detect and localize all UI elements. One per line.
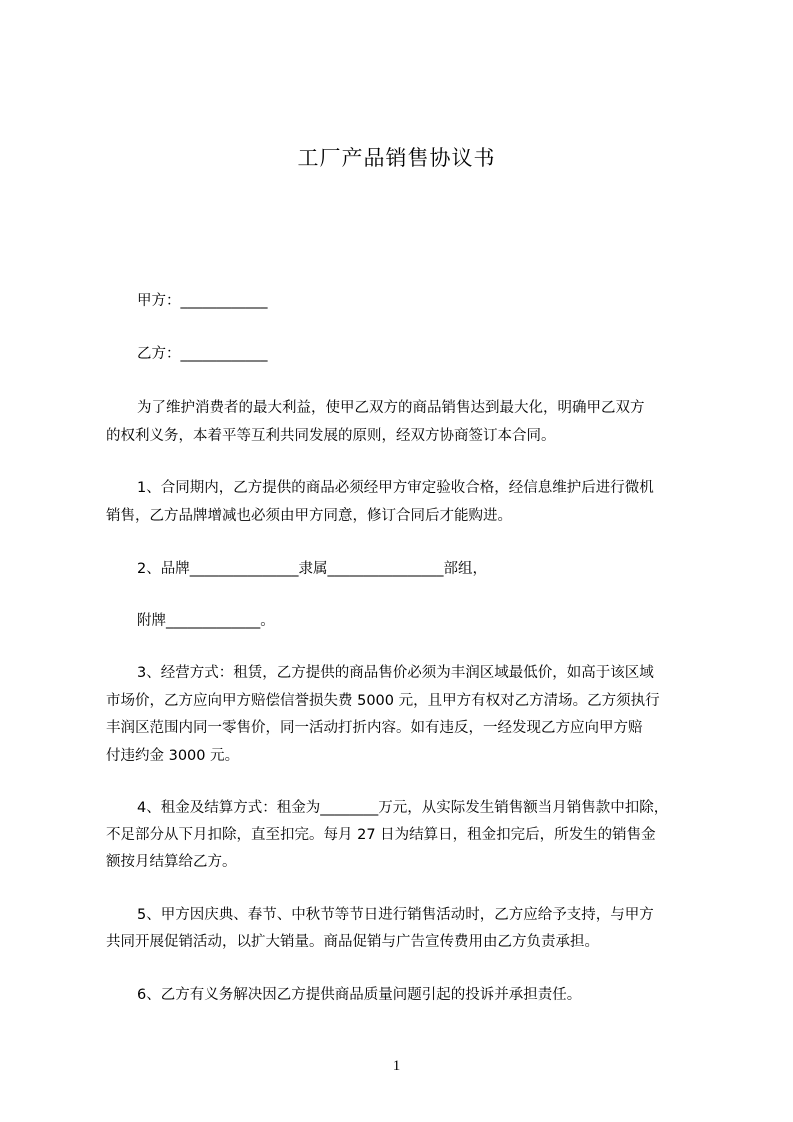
clause-4-line-1: 4、租金及结算方式：租金为________万元，从实际发生销售额当月销售款中扣除， (137, 800, 669, 816)
party-a-line: 甲方：____________ (137, 293, 268, 309)
document-title: 工厂产品销售协议书 (297, 146, 496, 170)
clause-6-line: 6、乙方有义务解决因乙方提供商品质量问题引起的投诉并承担责任。 (137, 987, 582, 1003)
intro-line-1: 为了维护消费者的最大利益，使甲乙双方的商品销售达到最大化，明确甲乙双方 (137, 400, 645, 416)
clause-2-line: 2、品牌_______________隶属________________部组， (137, 561, 487, 577)
clause-3-line-3: 丰润区范围内同一零售价，同一活动打折内容。如有违反，一经发现乙方应向甲方赔 (106, 720, 643, 736)
clause-1-line-2: 销售，乙方品牌增减也必须由甲方同意，修订合同后才能购进。 (106, 508, 512, 524)
clause-3-line-1: 3、经营方式：租赁，乙方提供的商品售价必须为丰润区域最低价，如高于该区域 (137, 665, 654, 681)
party-b-line: 乙方：____________ (137, 346, 268, 362)
clause-2-attached-brand: 附牌_____________。 (137, 613, 275, 629)
clause-3-line-2: 市场价，乙方应向甲方赔偿信誉损失费 5000 元，且甲方有权对乙方清场。乙方须执行 (106, 693, 660, 709)
clause-5-line-2: 共同开展促销活动，以扩大销量。商品促销与广告宣传费用由乙方负责承担。 (106, 934, 599, 950)
intro-line-2: 的权利义务，本着平等互利共同发展的原则，经双方协商签订本合同。 (106, 428, 556, 444)
clause-1-line-1: 1、合同期内，乙方提供的商品必须经甲方审定验收合格，经信息维护后进行微机 (137, 480, 654, 496)
clause-4-line-2: 不足部分从下月扣除，直至扣完。每月 27 日为结算日，租金扣完后，所发生的销售金 (106, 827, 656, 843)
clause-4-line-3: 额按月结算给乙方。 (106, 854, 237, 870)
page-number: 1 (392, 1058, 401, 1074)
clause-5-line-1: 5、甲方因庆典、春节、中秋节等节日进行销售活动时，乙方应给予支持，与甲方 (137, 907, 654, 923)
clause-3-line-4: 付违约金 3000 元。 (106, 748, 240, 764)
